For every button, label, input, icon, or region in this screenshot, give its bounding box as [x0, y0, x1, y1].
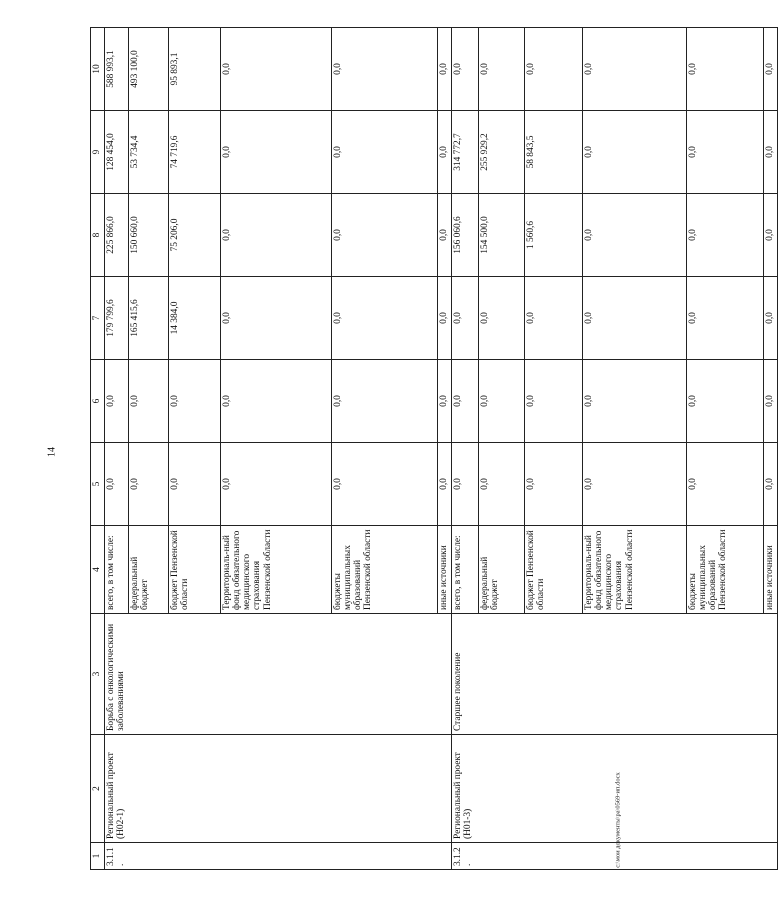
- amount-cell: 0,0: [525, 277, 583, 360]
- header-cell: 7: [91, 277, 105, 360]
- footer-file-path: c:\мои документы\ра\0569-ип.docx: [614, 772, 622, 868]
- amount-cell: 0,0: [438, 277, 452, 360]
- amount-cell: 588 993,1: [105, 28, 129, 111]
- row-number-cell: 3.1.1.: [105, 843, 452, 870]
- amount-cell: 179 799,6: [105, 277, 129, 360]
- amount-cell: 0,0: [687, 360, 764, 443]
- project-cell: Региональный проект (Н01-3): [452, 735, 778, 843]
- header-cell: 9: [91, 111, 105, 194]
- amount-cell: 0,0: [583, 277, 687, 360]
- amount-cell: 0,0: [169, 443, 221, 526]
- amount-cell: 0,0: [479, 28, 525, 111]
- amount-cell: 0,0: [332, 443, 438, 526]
- amount-cell: 0,0: [525, 28, 583, 111]
- amount-cell: 0,0: [221, 194, 332, 277]
- table-row: [105, 28, 129, 870]
- funding-source-cell: всего, в том числе:: [452, 526, 479, 614]
- project-cell: Региональный проект (Н02-1): [105, 735, 452, 843]
- amount-cell: 0,0: [438, 194, 452, 277]
- amount-cell: 0,0: [687, 443, 764, 526]
- table-row: [452, 28, 479, 870]
- funding-source-cell: Территориаль-ный фонд обязательного медицинского страхования Пензенской области: [221, 526, 332, 614]
- amount-cell: 0,0: [583, 28, 687, 111]
- funding-source-cell: иные источники: [764, 526, 778, 614]
- header-cell: 5: [91, 443, 105, 526]
- amount-cell: 0,0: [583, 360, 687, 443]
- amount-cell: 225 866,0: [105, 194, 129, 277]
- amount-cell: 150 660,0: [129, 194, 169, 277]
- amount-cell: 0,0: [221, 443, 332, 526]
- amount-cell: 0,0: [332, 194, 438, 277]
- funding-source-cell: иные источники: [438, 526, 452, 614]
- amount-cell: 0,0: [452, 28, 479, 111]
- amount-cell: 0,0: [129, 443, 169, 526]
- header-row: [91, 28, 105, 870]
- amount-cell: 0,0: [764, 443, 778, 526]
- amount-cell: 156 060,6: [452, 194, 479, 277]
- amount-cell: 0,0: [105, 443, 129, 526]
- amount-cell: 0,0: [764, 28, 778, 111]
- funding-source-cell: бюджеты муниципальных образований Пензенской области: [332, 526, 438, 614]
- amount-cell: 0,0: [105, 360, 129, 443]
- row-number-cell: 3.1.2.: [452, 843, 778, 870]
- amount-cell: 314 772,7: [452, 111, 479, 194]
- amount-cell: 0,0: [525, 443, 583, 526]
- amount-cell: 0,0: [687, 277, 764, 360]
- amount-cell: 0,0: [332, 277, 438, 360]
- amount-cell: 0,0: [479, 277, 525, 360]
- amount-cell: 1 560,6: [525, 194, 583, 277]
- amount-cell: 0,0: [221, 28, 332, 111]
- amount-cell: 0,0: [438, 360, 452, 443]
- header-cell: 3: [91, 614, 105, 735]
- amount-cell: 14 384,0: [169, 277, 221, 360]
- header-cell: 4: [91, 526, 105, 614]
- amount-cell: 154 500,0: [479, 194, 525, 277]
- amount-cell: 0,0: [129, 360, 169, 443]
- amount-cell: 0,0: [221, 360, 332, 443]
- page-number: 14: [46, 447, 58, 457]
- funding-source-cell: федеральный бюджет: [129, 526, 169, 614]
- header-cell: 10: [91, 28, 105, 111]
- amount-cell: 0,0: [438, 443, 452, 526]
- amount-cell: 0,0: [687, 194, 764, 277]
- budget-table: [90, 27, 778, 870]
- amount-cell: 53 734,4: [129, 111, 169, 194]
- header-cell: 6: [91, 360, 105, 443]
- amount-cell: 0,0: [452, 360, 479, 443]
- header-cell: 2: [91, 735, 105, 843]
- project-name-cell: Борьба с онкологическими заболеваниями: [105, 614, 452, 735]
- amount-cell: 165 415,6: [129, 277, 169, 360]
- amount-cell: 0,0: [764, 277, 778, 360]
- amount-cell: 0,0: [687, 111, 764, 194]
- amount-cell: 128 454,0: [105, 111, 129, 194]
- amount-cell: 255 929,2: [479, 111, 525, 194]
- table-body: [91, 28, 778, 870]
- header-cell: 1: [91, 843, 105, 870]
- amount-cell: 0,0: [583, 443, 687, 526]
- amount-cell: 0,0: [452, 443, 479, 526]
- amount-cell: 0,0: [764, 111, 778, 194]
- amount-cell: 0,0: [479, 360, 525, 443]
- amount-cell: 0,0: [479, 443, 525, 526]
- amount-cell: 0,0: [221, 277, 332, 360]
- amount-cell: 0,0: [332, 28, 438, 111]
- amount-cell: 0,0: [332, 360, 438, 443]
- funding-source-cell: Территориаль-ный фонд обязательного медицинского страхования Пензенской области: [583, 526, 687, 614]
- amount-cell: 0,0: [452, 277, 479, 360]
- funding-source-cell: федеральный бюджет: [479, 526, 525, 614]
- amount-cell: 0,0: [525, 360, 583, 443]
- funding-source-cell: бюджет Пензенской области: [169, 526, 221, 614]
- amount-cell: 0,0: [583, 194, 687, 277]
- amount-cell: 0,0: [438, 28, 452, 111]
- amount-cell: 0,0: [332, 111, 438, 194]
- project-name-cell: Старшее поколение: [452, 614, 778, 735]
- funding-source-cell: бюджеты муниципальных образований Пензенской области: [687, 526, 764, 614]
- amount-cell: 0,0: [687, 28, 764, 111]
- funding-source-cell: всего, в том числе:: [105, 526, 129, 614]
- amount-cell: 0,0: [169, 360, 221, 443]
- amount-cell: 0,0: [438, 111, 452, 194]
- funding-source-cell: бюджет Пензенской области: [525, 526, 583, 614]
- amount-cell: 493 100,0: [129, 28, 169, 111]
- amount-cell: 75 206,0: [169, 194, 221, 277]
- amount-cell: 0,0: [221, 111, 332, 194]
- amount-cell: 58 843,5: [525, 111, 583, 194]
- amount-cell: 0,0: [583, 111, 687, 194]
- header-cell: 8: [91, 194, 105, 277]
- amount-cell: 0,0: [764, 360, 778, 443]
- amount-cell: 95 893,1: [169, 28, 221, 111]
- amount-cell: 74 719,6: [169, 111, 221, 194]
- amount-cell: 0,0: [764, 194, 778, 277]
